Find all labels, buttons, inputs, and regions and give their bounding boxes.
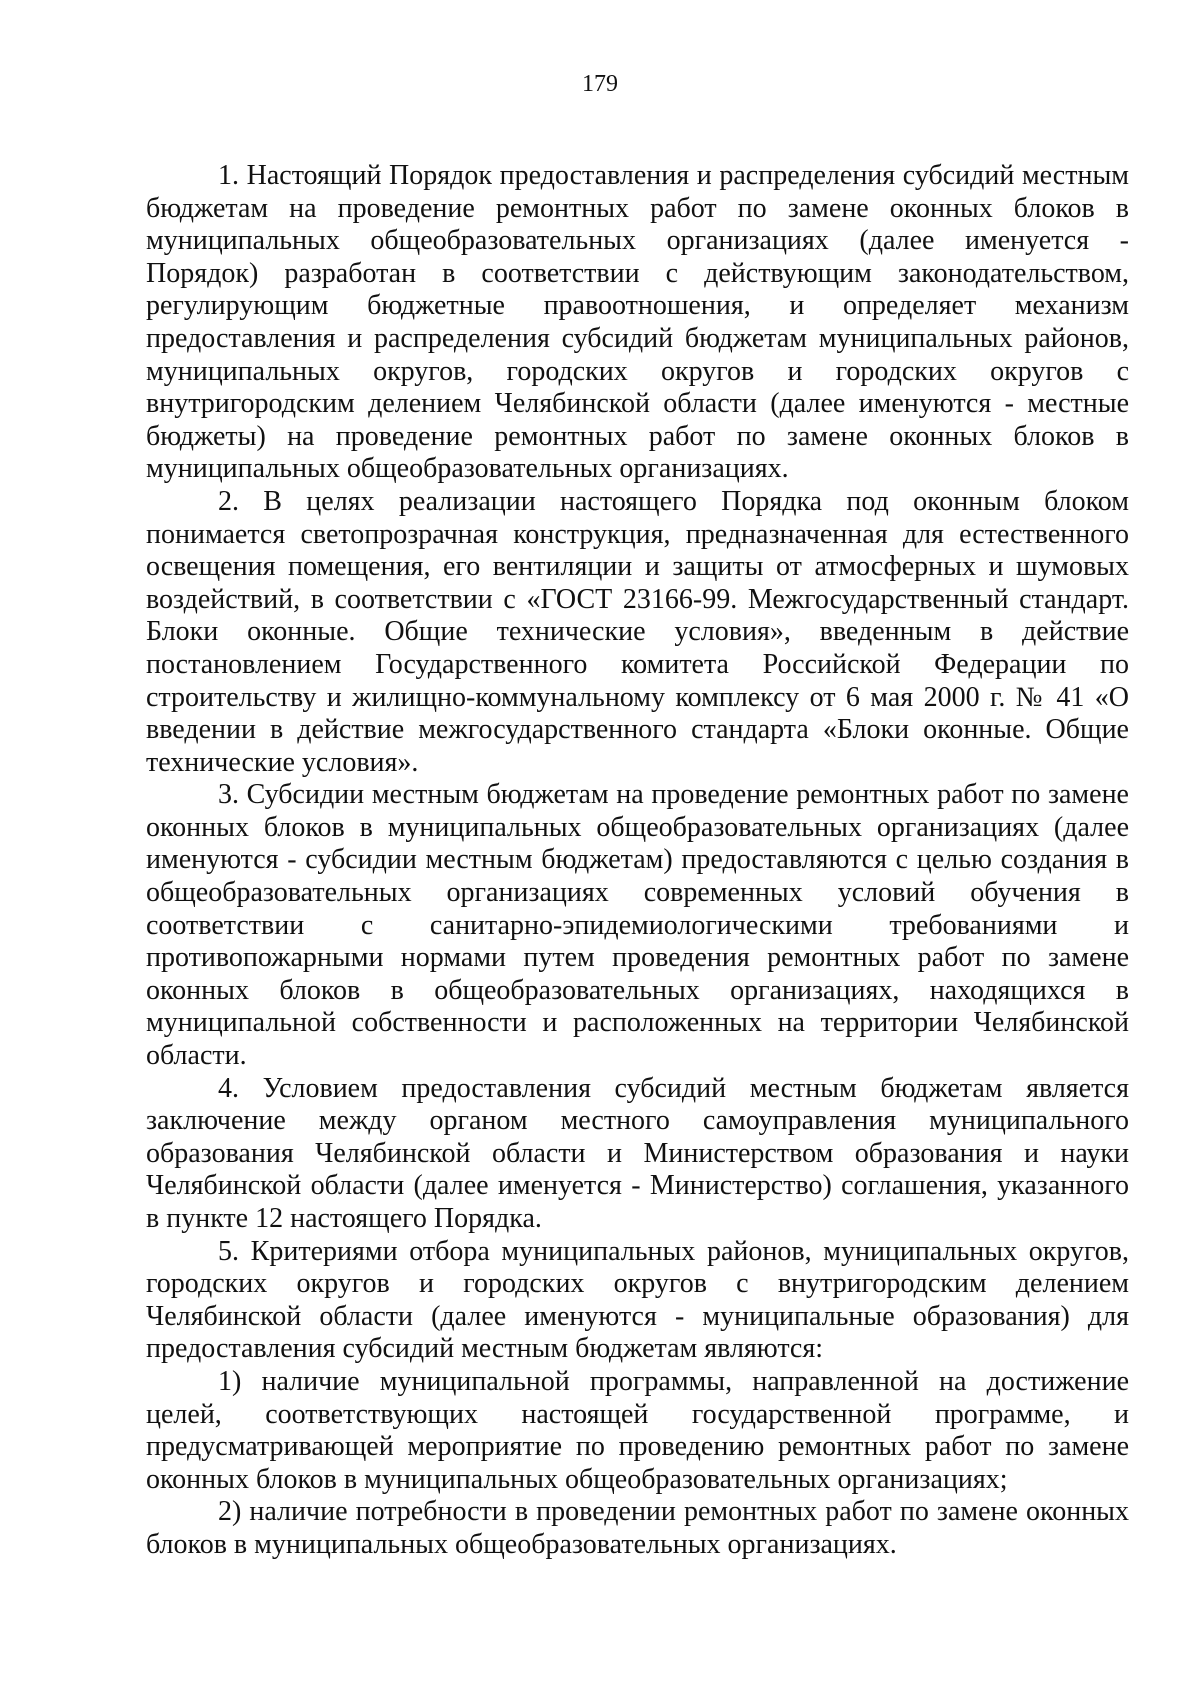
paragraph-2: 2. В целях реализации настоящего Порядка под оконным блоком понимается светопрозрачная конструкция, предназначенная для естественного освещения помещения, его вентиляции и защиты от атмосферных и шумовых воздействий, в соответствии с «ГОСТ 23166-99. Межгосударственный стандарт. Блоки оконные. Общие технические условия», введенным в действие постановлением Государственного комитета Российской Федерации по строительству и жилищно-коммунальному комплексу от 6 мая 2000 г. № 41 «О введении в действие межгосударственного стандарта «Блоки оконные. Общие технические условия».	[146, 485, 1129, 778]
page-number: 179	[582, 71, 618, 97]
paragraph-5: 5. Критериями отбора муниципальных районов, муниципальных округов, городских округов и городских округов с внутригородским делением Челябинской области (далее именуются - муниципальные образования) для предоставления субсидий местным бюджетам являются:	[146, 1235, 1129, 1365]
list-item-1: 1) наличие муниципальной программы, направленной на достижение целей, соответствующих настоящей государственной программе, и предусматривающей мероприятие по проведению ремонтных работ по замене оконных блоков в муниципальных общеобразовательных организациях;	[146, 1365, 1129, 1495]
list-item-2: 2) наличие потребности в проведении ремонтных работ по замене оконных блоков в муниципальных общеобразовательных организациях.	[146, 1496, 1129, 1560]
paragraph-1: 1. Настоящий Порядок предоставления и распределения субсидий местным бюджетам на проведение ремонтных работ по замене оконных блоков в муниципальных общеобразовательных организациях (далее именуется - Порядок) разработан в соответствии с действующим законодательством, регулирующим бюджетные правоотношения, и определяет механизм предоставления и распределения субсидий бюджетам муниципальных районов, муниципальных округов, городских округов и городских округов с внутригородским делением Челябинской области (далее именуются - местные бюджеты) на проведение ремонтных работ по замене оконных блоков в муниципальных общеобразовательных организациях.	[146, 160, 1129, 485]
document-body	[146, 160, 1129, 1562]
paragraph-4: 4. Условием предоставления субсидий местным бюджетам является заключение между органом местного самоуправления муниципального образования Челябинской области и Министерством образования и науки Челябинской области (далее именуется - Министерство) соглашения, указанного в пункте 12 настоящего Порядка.	[146, 1072, 1129, 1234]
paragraph-3: 3. Субсидии местным бюджетам на проведение ремонтных работ по замене оконных блоков в муниципальных общеобразовательных организациях (далее именуются - субсидии местным бюджетам) предоставляются с целью создания в общеобразовательных организациях современных условий обучения в соответствии с санитарно-эпидемиологическими требованиями и противопожарными нормами путем проведения ремонтных работ по замене оконных блоков в общеобразовательных организациях, находящихся в муниципальной собственности и расположенных на территории Челябинской области.	[146, 779, 1129, 1072]
